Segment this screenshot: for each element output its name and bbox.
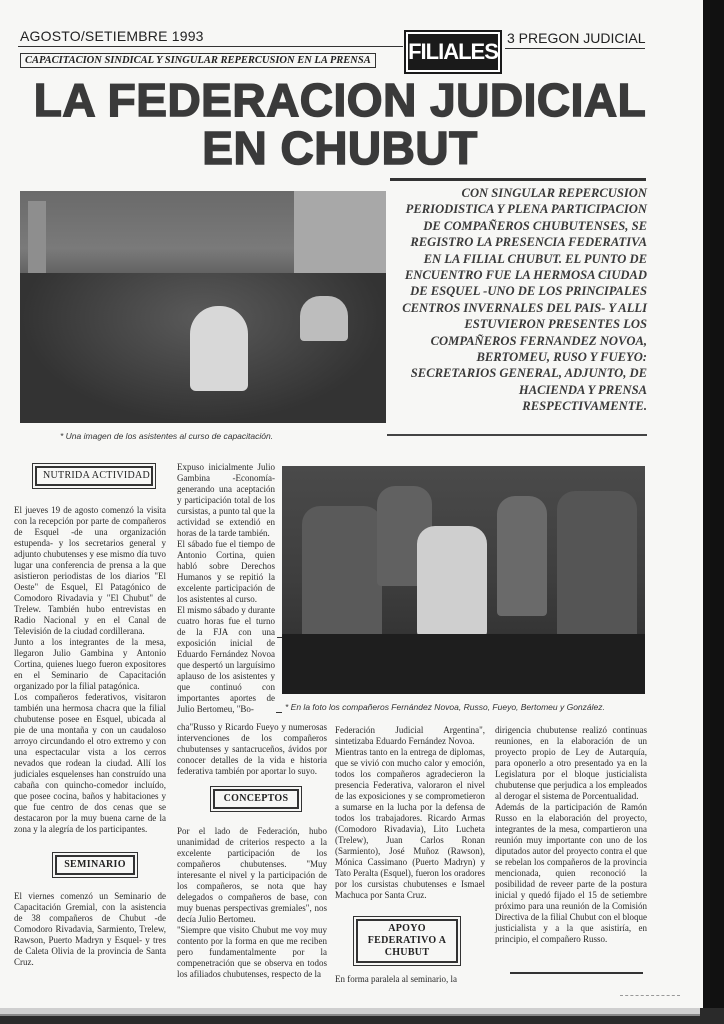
- paragraph: El mismo sábado y durante cuatro horas fue el turno de la FJA con una exposición inicial de Eduardo Fernández Novoa que despertó un larguísimo aplauso de los asistentes y que continuó con importantes aportes de Julio Bertomeu, "Bo-: [177, 605, 275, 714]
- headline-rule: [390, 178, 646, 181]
- subhead-text: NUTRIDA ACTIVIDAD: [35, 466, 153, 486]
- article-column-2b: [177, 722, 327, 777]
- photo-figure: [557, 491, 637, 641]
- kicker: CAPACITACION SINDICAL Y SINGULAR REPERCUSION EN LA PRENSA: [20, 53, 376, 68]
- article-end-rule: [510, 972, 643, 974]
- subhead-seminario: [52, 852, 138, 878]
- scan-edge: [0, 1008, 700, 1016]
- article-column-1: [14, 505, 166, 835]
- section-badge: FILIALES: [404, 30, 502, 74]
- paragraph: Federación Judicial Argentina", sintetizaba Eduardo Fernández Novoa.: [335, 725, 485, 746]
- scan-artifact: [620, 995, 680, 997]
- subhead-text: SEMINARIO: [55, 855, 135, 875]
- article-column-3: [335, 725, 485, 901]
- subhead-text: APOYO FEDERATIVO A CHUBUT: [356, 919, 458, 963]
- paragraph: Expuso inicialmente Julio Gambina -Economía- generando una aceptación y participación total de los cursistas, a punto tal que la actividad se extendió en horas de la tarde también.: [177, 462, 275, 538]
- paragraph: Junto a los integrantes de la mesa, llegaron Julio Gambina y Antonio Cortina, quienes luego fueron expositores en el Seminario de Capacitación organizado por la filial patagónica.: [14, 637, 166, 691]
- article-column-4: [495, 725, 647, 945]
- paragraph: dirigencia chubutense realizó continuas reuniones, en la elaboración de un proyecto propio de Ley de Autarquía, para oponerlo a otro presentado ya en la Legislatura por el bloque justicialista chubutense que perjudica a los empleados al derogar el sistema de Porcentualidad.: [495, 725, 647, 801]
- header-rule-right: [505, 48, 645, 49]
- deck-rule: [387, 434, 647, 436]
- article-column-2c: [177, 826, 327, 980]
- photo-figure: [417, 526, 487, 636]
- paragraph: Además de la participación de Ramón Russo en la elaboración del proyecto, integrantes de la mesa, compartieron una reunión muy importante con uno de los diputados autor del proyecto contra el que se rebelan los compañeros de la provincia mencionada, quien reconoció la posibilidad de reveer parte de la postura inicial y quedó fijado el 15 de setiembre próximo para una reunión de la Comisión Directiva de la filial Chubut con el bloque justicialista y a la que asistiría, en principio, el compañero Russo.: [495, 802, 647, 944]
- margin-mark: [276, 712, 282, 713]
- article-column-2: [177, 462, 275, 715]
- paragraph: cha"Russo y Ricardo Fueyo y numerosas intervenciones de los compañeros chubutenses y santacruceños, ávidos por conocer detalles de la vida e historia federativa también por aportar lo suyo.: [177, 722, 327, 776]
- paragraph: Los compañeros federativos, visitaron también una hermosa chacra que la filial chubutense posee en Esquel, ubicada al pie de una montaña y con un caudaloso arroyo circundando el otro extremo y con una espectacular vista a los cerros nevados que rodean la ciudad. Allí los judiciales esquelenses han construído una cabaña con quincho-comedor incluído, que posee cocina, baños y habitaciones y que fue centro de dos cenas que se destacaron por la muy buena carne de la zona y la alegría de los participantes.: [14, 692, 166, 834]
- photo-delegates: [282, 466, 645, 694]
- subhead-apoyo-federativo: [353, 916, 461, 966]
- article-column-3b: [335, 974, 485, 985]
- paragraph: Mientras tanto en la entrega de diplomas, que se vivió con mucho calor y emoción, todos los compañeros agradecieron la presencia Federativa, valoraron el nivel de las exposiciones y se comprometieron a sumarse en la lucha por la defensa de todos los trabajadores. Ricardo Armas (Comodoro Rivadavia), Lito Lucheta (Trelew), Juan Carlos Ronan (Sarmiento), José Muñoz (Rawson), Mónica Cassimano (Puerto Madryn) y Tato Peralta (Esquel), fueron los oradores por los cursistas chubutenses e Ismael Machuca por Santa Cruz.: [335, 747, 485, 900]
- paragraph: El jueves 19 de agosto comenzó la visita con la recepción por parte de compañeros de Esquel -de una organización estupenda- y los secretarios general y adjunto chubutenses y ese mismo día tuvo lugar una conferencia de prensa a la que asistieron periodistas de los diarios "El Oeste" de Esquel, El Patagónico de Comodoro Rivadavia y "El Chubut" de Trelew. También hubo entrevistas en Radio Nacional y en el Canal de Televisión de la ciudad cordillerana.: [14, 505, 166, 636]
- photo-caption-2: * En la foto los compañeros Fernández Novoa, Russo, Fueyo, Bertomeu y González.: [285, 702, 605, 712]
- scan-border: [0, 1008, 724, 1024]
- headline-line-1: LA FEDERACION JUDICIAL: [33, 74, 647, 126]
- photo-table: [282, 634, 645, 694]
- article-column-1b: [14, 891, 166, 968]
- subhead-conceptos: [210, 786, 302, 812]
- photo-figure: [190, 306, 248, 391]
- deck-summary: CON SINGULAR REPERCUSION PERIODISTICA Y PLENA PARTICIPACION DE COMPAÑEROS CHUBUTENSES, SE REGISTRO LA PRESENCIA FEDERATIVA EN LA FILIAL CHUBUT. EL PUNTO DE ENCUENTRO FUE LA HERMOSA CIUDAD DE ESQUEL -UNO DE LOS PRINCIPALES CENTROS INVERNALES DEL PAIS- Y ALLI ESTUVIERON PRESENTES LOS COMPAÑEROS FERNANDEZ NOVOA, BERTOMEU, RUSO Y FUEYO: SECRETARIOS GENERAL, ADJUNTO, DE HACIENDA Y PRENSA RESPECTIVAMENTE.: [402, 186, 647, 414]
- headline-line-2: EN CHUBUT: [202, 122, 478, 174]
- paragraph: En forma paralela al seminario, la: [335, 974, 457, 984]
- page-publication: 3 PREGON JUDICIAL: [507, 30, 646, 46]
- headline: [20, 76, 660, 172]
- paragraph: El sábado fue el tiempo de Antonio Cortina, quien habló sobre Derechos Humanos y se repitió la excelente participación de los asistentes al curso.: [177, 539, 275, 604]
- photo-caption-1: * Una imagen de los asistentes al curso de capacitación.: [60, 431, 274, 441]
- subhead-nutrida-actividad: [32, 463, 156, 489]
- paragraph: Por el lado de Federación, hubo unanimidad de criterios respecto a la excelente participación de los compañeros chubutenses. "Muy interesante el nivel y la participación de los compañeros, se nota que hay delegados o compañeros de base, con muy buenas perspectivas gremiales", nos decía Julio Bertomeu.: [177, 826, 327, 924]
- photo-figure: [497, 496, 547, 616]
- photo-attendees: [20, 191, 386, 423]
- paragraph: "Siempre que visito Chubut me voy muy contento por la forma en que me reciben pero fundamentalmente por la compenetración que se observa en todos los afiliados chubutenses, respecto de la: [177, 925, 327, 979]
- paragraph: El viernes comenzó un Seminario de Capacitación Gremial, con la asistencia de 38 compañeros de Chubut -de Comodoro Rivadavia, Sarmiento, Trelew, Rawson, Puerto Madryn y Esquel- y tres de Caleta Olivia de la provincia de Santa Cruz.: [14, 891, 166, 967]
- header-rule: [18, 46, 403, 47]
- subhead-text: CONCEPTOS: [213, 789, 299, 809]
- photo-figure: [300, 296, 348, 341]
- issue-date: AGOSTO/SETIEMBRE 1993: [20, 28, 204, 44]
